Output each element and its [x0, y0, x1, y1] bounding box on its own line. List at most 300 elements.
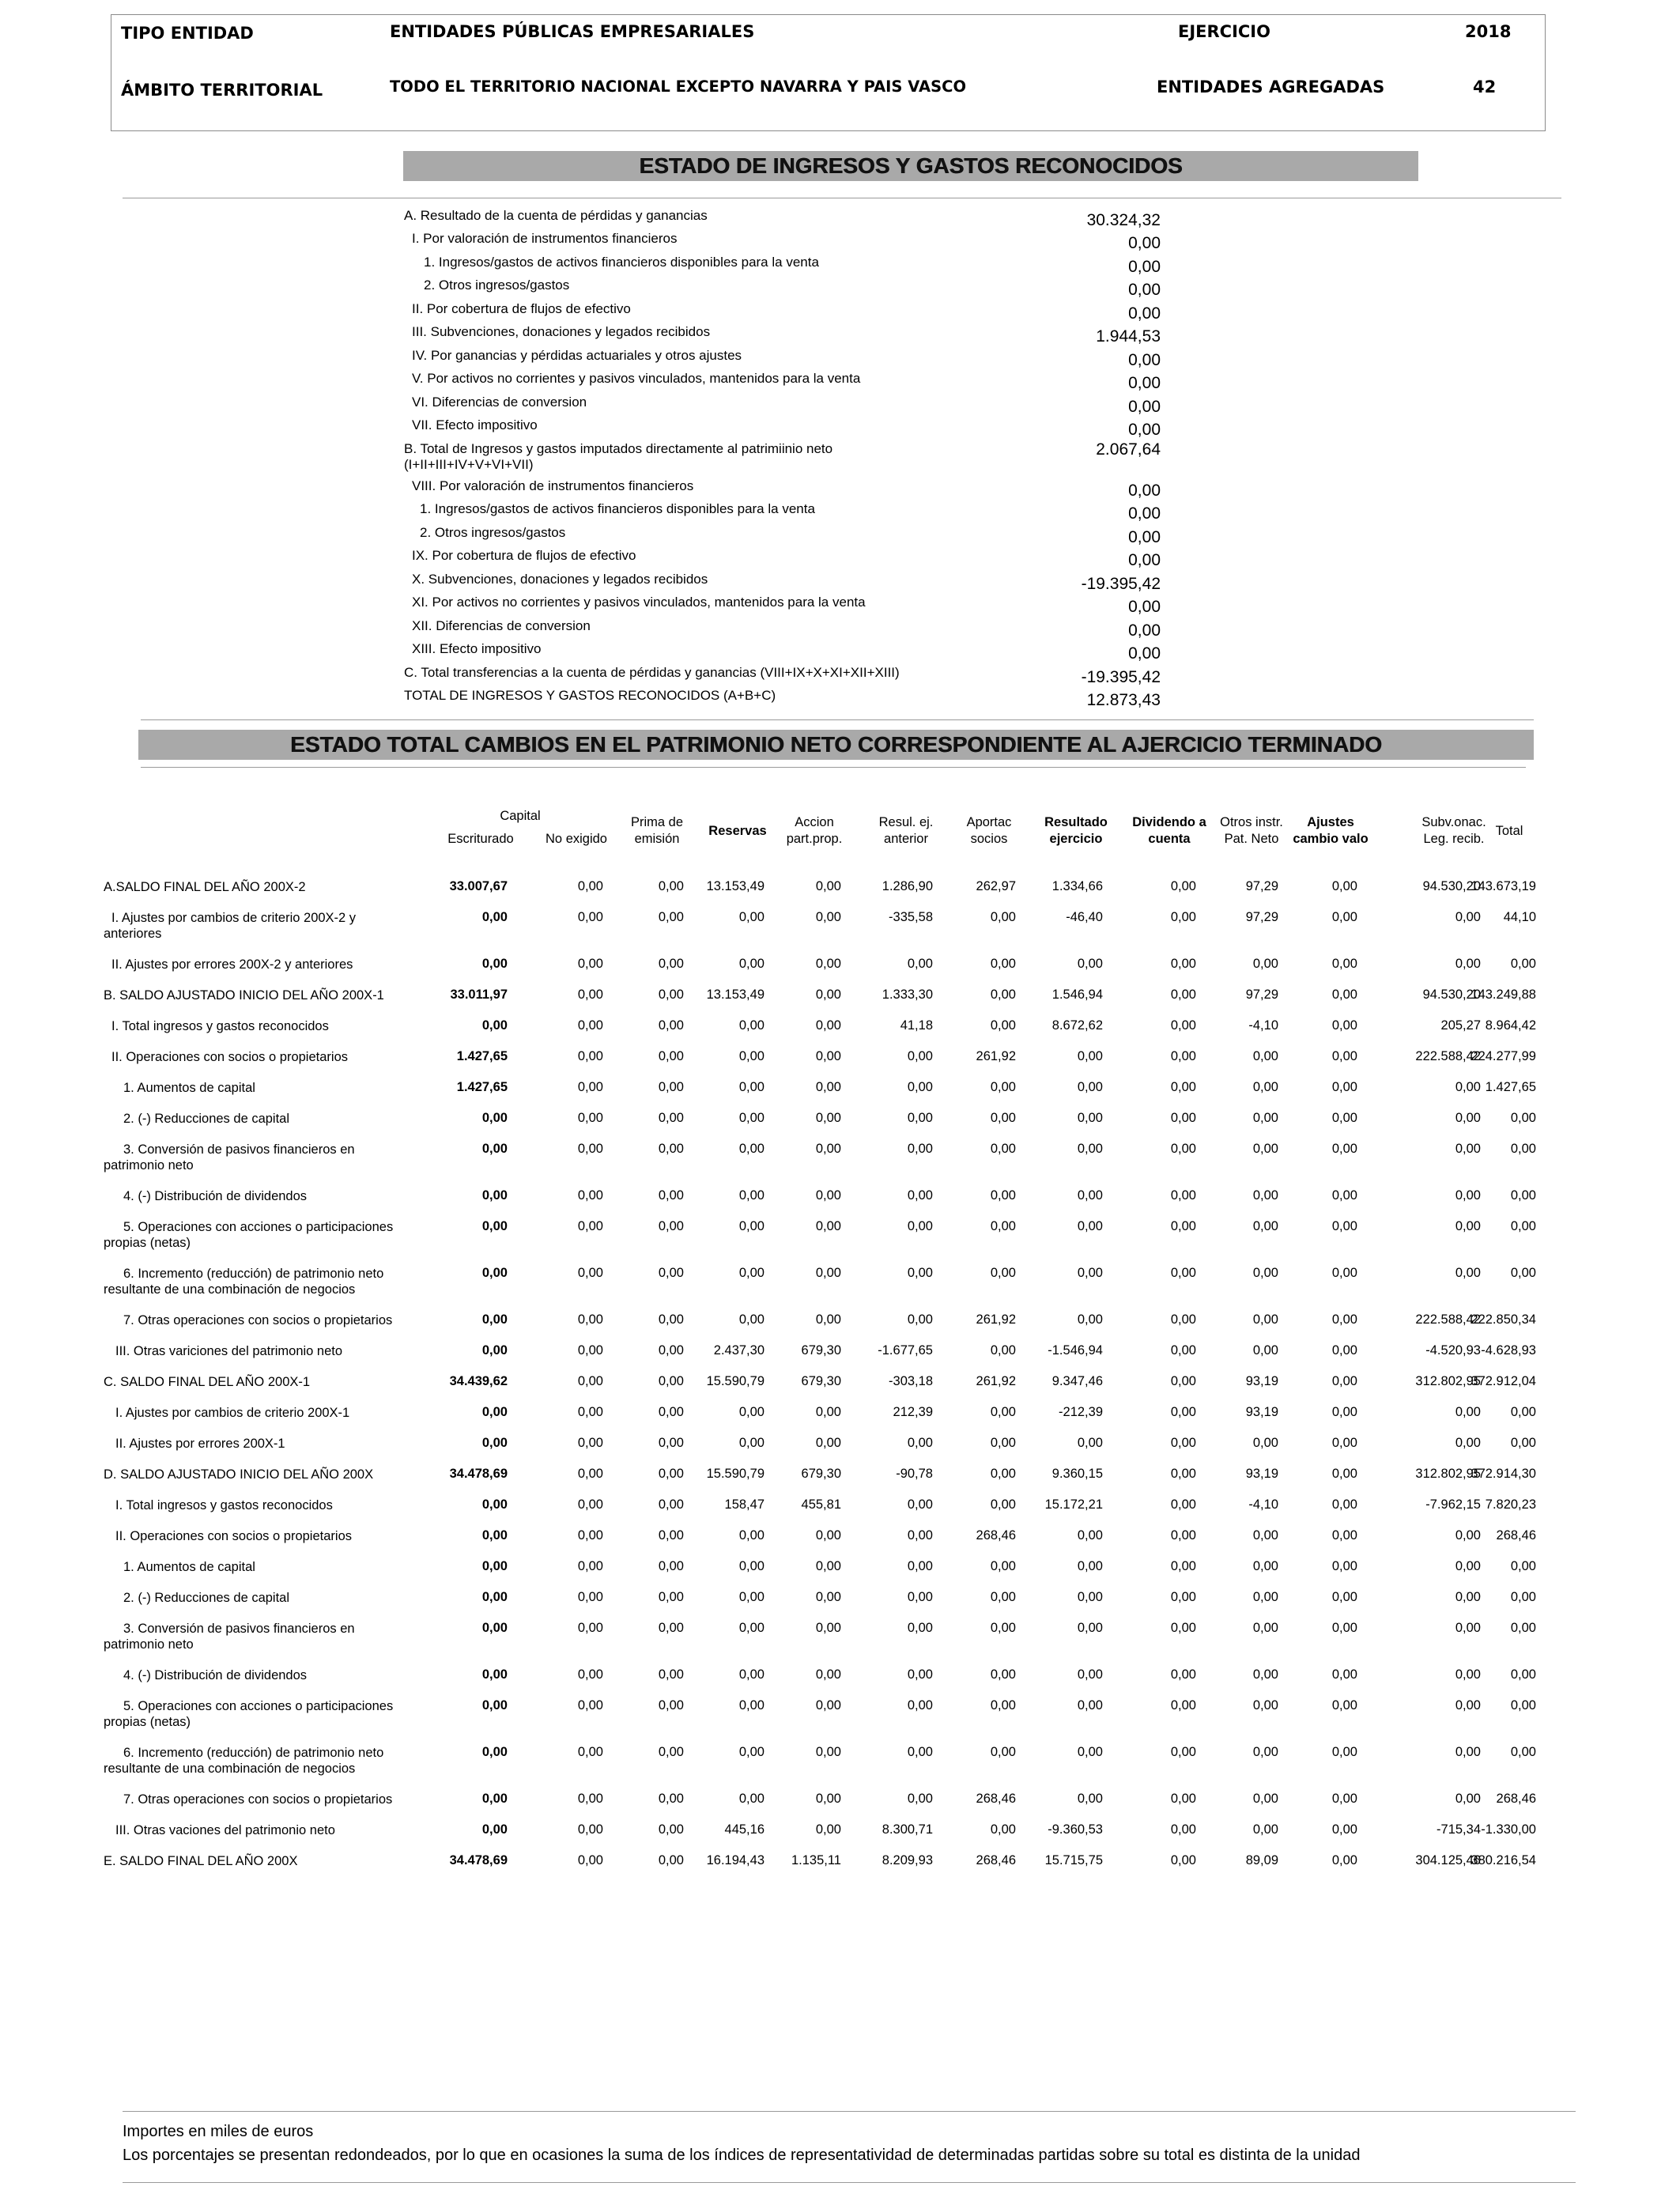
table-cell: 0,00 — [1170, 1188, 1196, 1203]
row-label: III. Otras variciones del patrimonio neto — [115, 1344, 343, 1358]
ambito-label: ÁMBITO TERRITORIAL — [121, 81, 323, 100]
table-cell: 0,00 — [815, 1792, 841, 1806]
table-cell: 0,00 — [1170, 1853, 1196, 1867]
table-cell: 268,46 — [976, 1528, 1016, 1543]
table-cell: 0,00 — [1170, 1374, 1196, 1388]
table-cell: 0,00 — [658, 879, 684, 893]
table-cell: 0,00 — [1170, 910, 1196, 924]
table-cell: 0,00 — [990, 1436, 1016, 1450]
table-cell: 0,00 — [577, 1621, 603, 1635]
row-label: II. Operaciones con socios o propietarios — [115, 1529, 352, 1543]
table-cell: 0,00 — [1455, 1436, 1481, 1450]
column-header: No exigido — [546, 832, 607, 846]
table-cell: 0,00 — [481, 910, 508, 924]
table-cell: 0,00 — [658, 1559, 684, 1573]
column-header: Accion — [795, 815, 834, 829]
table-cell: 0,00 — [990, 1621, 1016, 1635]
table-cell: 0,00 — [1170, 1142, 1196, 1156]
table-cell: 0,00 — [907, 1745, 933, 1759]
row-label: B. SALDO AJUSTADO INICIO DEL AÑO 200X-1 — [104, 988, 384, 1003]
column-header-line2: part.prop. — [786, 832, 843, 846]
footer-bottom-rule — [123, 2182, 1576, 2183]
row-label: 6. Incremento (reducción) de patrimonio neto — [123, 1267, 384, 1281]
table-cell: 0,00 — [1252, 1698, 1278, 1713]
row-label: 5. Operaciones con acciones o participaciones — [123, 1220, 394, 1234]
table-cell: 16.194,43 — [706, 1853, 764, 1867]
ingresos-row-label: XI. Por activos no corrientes y pasivos vinculados, mantenidos para la venta — [412, 595, 866, 610]
table-cell: 0,00 — [577, 1667, 603, 1682]
table-cell: 0,00 — [1252, 1792, 1278, 1806]
table-cell: 7.820,23 — [1485, 1497, 1536, 1512]
ingresos-row-label: X. Subvenciones, donaciones y legados recibidos — [412, 572, 708, 587]
table-cell: 0,00 — [990, 1559, 1016, 1573]
table-cell: 0,00 — [1077, 1667, 1103, 1682]
table-cell: 0,00 — [907, 1142, 933, 1156]
ingresos-row-value: 0,00 — [1128, 374, 1161, 392]
table-cell: 0,00 — [1252, 1142, 1278, 1156]
ejercicio-label: EJERCICIO — [1178, 22, 1270, 41]
row-label: 7. Otras operaciones con socios o propietarios — [123, 1313, 393, 1327]
table-cell: 0,00 — [1510, 1745, 1536, 1759]
table-cell: 0,00 — [577, 1312, 603, 1327]
row-label: 3. Conversión de pasivos financieros en — [123, 1622, 355, 1636]
table-cell: 0,00 — [907, 1559, 933, 1573]
table-cell: 312.802,95 — [1415, 1374, 1481, 1388]
table-cell: 0,00 — [1331, 1374, 1357, 1388]
table-cell: 13.153,49 — [706, 879, 764, 893]
table-cell: 0,00 — [658, 1049, 684, 1063]
table-cell: 0,00 — [815, 1312, 841, 1327]
table-cell: 8.672,62 — [1051, 1018, 1103, 1033]
table-cell: 0,00 — [738, 1111, 764, 1125]
ingresos-row-label: XII. Diferencias de conversion — [412, 618, 591, 633]
table-cell: 89,09 — [1245, 1853, 1278, 1867]
table-cell: 0,00 — [1510, 1111, 1536, 1125]
column-header: Aportac — [966, 815, 1012, 829]
table-cell: 0,00 — [481, 1698, 508, 1713]
table-cell: 8.209,93 — [882, 1853, 933, 1867]
table-cell: 0,00 — [1331, 987, 1357, 1002]
table-cell: 0,00 — [990, 1219, 1016, 1233]
table-cell: 0,00 — [1510, 957, 1536, 971]
table-cell: 0,00 — [907, 957, 933, 971]
table-cell: 0,00 — [1455, 1667, 1481, 1682]
table-cell: 0,00 — [738, 1080, 764, 1094]
table-cell: -4.520,93 — [1425, 1343, 1481, 1358]
table-cell: 0,00 — [1331, 1018, 1357, 1033]
column-header-line2: Leg. recib. — [1423, 832, 1485, 846]
table-cell: 0,00 — [658, 1667, 684, 1682]
column-header: Ajustes — [1307, 815, 1354, 829]
table-cell: 0,00 — [577, 1745, 603, 1759]
row-label: 6. Incremento (reducción) de patrimonio neto — [123, 1746, 384, 1760]
table-cell: 0,00 — [481, 1018, 508, 1033]
table-cell: 0,00 — [1077, 1745, 1103, 1759]
table-cell: 0,00 — [815, 879, 841, 893]
table-cell: 679,30 — [801, 1467, 841, 1481]
table-cell: 0,00 — [1455, 910, 1481, 924]
table-cell: 0,00 — [738, 1698, 764, 1713]
table-cell: 9.347,46 — [1051, 1374, 1103, 1388]
table-cell: 0,00 — [577, 1049, 603, 1063]
table-cell: 0,00 — [1510, 1667, 1536, 1682]
table-cell: -4,10 — [1248, 1497, 1278, 1512]
table-cell: 0,00 — [577, 879, 603, 893]
table-cell: 0,00 — [1077, 1111, 1103, 1125]
table-cell: 0,00 — [658, 1374, 684, 1388]
table-cell: 679,30 — [801, 1374, 841, 1388]
table-cell: 15.715,75 — [1044, 1853, 1103, 1867]
table-cell: 0,00 — [1252, 1528, 1278, 1543]
table-cell: 0,00 — [1455, 1792, 1481, 1806]
row-label-cont: resultante de una combinación de negocios — [104, 1762, 356, 1776]
table-cell: 0,00 — [738, 1312, 764, 1327]
table-cell: 268,46 — [1496, 1792, 1536, 1806]
table-cell: 0,00 — [815, 1436, 841, 1450]
table-cell: 0,00 — [1331, 1436, 1357, 1450]
agregadas-label: ENTIDADES AGREGADAS — [1157, 77, 1385, 96]
table-cell: 0,00 — [738, 1219, 764, 1233]
table-cell: 0,00 — [738, 1528, 764, 1543]
table-cell: 9.360,15 — [1051, 1467, 1103, 1481]
table-cell: 93,19 — [1245, 1374, 1278, 1388]
table-cell: 1.427,65 — [456, 1049, 508, 1063]
table-cell: 0,00 — [1331, 1497, 1357, 1512]
table-cell: 0,00 — [1077, 1528, 1103, 1543]
table-cell: 0,00 — [1510, 1590, 1536, 1604]
table-cell: 0,00 — [577, 910, 603, 924]
column-header-line2: cuenta — [1148, 832, 1191, 846]
column-header: Reservas — [708, 824, 767, 838]
table-cell: 0,00 — [1510, 1621, 1536, 1635]
table-cell: 0,00 — [738, 1559, 764, 1573]
table-cell: 0,00 — [577, 1142, 603, 1156]
table-cell: 0,00 — [577, 1436, 603, 1450]
table-cell: 15.590,79 — [706, 1374, 764, 1388]
table-cell: 0,00 — [1331, 1312, 1357, 1327]
table-cell: 0,00 — [990, 1667, 1016, 1682]
table-cell: 0,00 — [658, 1436, 684, 1450]
table-cell: 0,00 — [577, 1018, 603, 1033]
table-cell: 1.286,90 — [882, 879, 933, 893]
table-cell: 0,00 — [1510, 1266, 1536, 1280]
table-cell: 0,00 — [658, 1188, 684, 1203]
table-cell: 0,00 — [907, 1621, 933, 1635]
table-cell: 0,00 — [1170, 1436, 1196, 1450]
table-cell: 0,00 — [738, 1621, 764, 1635]
table-cell: 0,00 — [481, 1497, 508, 1512]
table-cell: 0,00 — [658, 1590, 684, 1604]
table-cell: 0,00 — [1170, 1528, 1196, 1543]
table-cell: 0,00 — [658, 1853, 684, 1867]
table-cell: 0,00 — [1077, 1219, 1103, 1233]
row-label: II. Operaciones con socios o propietarios — [111, 1050, 348, 1064]
ingresos-row-label: IX. Por cobertura de flujos de efectivo — [412, 548, 636, 563]
table-cell: 0,00 — [738, 1792, 764, 1806]
ingresos-row-value: 0,00 — [1128, 351, 1161, 369]
table-cell: 0,00 — [481, 1111, 508, 1125]
table-cell: 0,00 — [1331, 1590, 1357, 1604]
table-cell: 0,00 — [990, 1343, 1016, 1358]
table-cell: 0,00 — [815, 1559, 841, 1573]
column-header: Total — [1495, 824, 1523, 838]
table-cell: 0,00 — [1455, 1405, 1481, 1419]
table-cell: 0,00 — [1455, 1080, 1481, 1094]
table-cell: 0,00 — [658, 957, 684, 971]
table-cell: 0,00 — [481, 1343, 508, 1358]
table-cell: 0,00 — [1252, 1312, 1278, 1327]
ingresos-row-value: 0,00 — [1128, 304, 1161, 323]
table-cell: 0,00 — [658, 1142, 684, 1156]
table-cell: 0,00 — [1252, 1667, 1278, 1682]
table-cell: 0,00 — [481, 1312, 508, 1327]
table-cell: 0,00 — [990, 1497, 1016, 1512]
row-label: I. Total ingresos y gastos reconocidos — [111, 1019, 329, 1033]
table-cell: 0,00 — [658, 1745, 684, 1759]
table-cell: 0,00 — [815, 1188, 841, 1203]
table-cell: 0,00 — [1077, 1590, 1103, 1604]
table-cell: 1.546,94 — [1051, 987, 1103, 1002]
table-cell: -46,40 — [1066, 910, 1103, 924]
table-cell: 15.590,79 — [706, 1467, 764, 1481]
table-cell: 0,00 — [577, 1080, 603, 1094]
agregadas-value: 42 — [1473, 77, 1497, 96]
row-label: 2. (-) Reducciones de capital — [123, 1591, 290, 1605]
table-cell: 0,00 — [1170, 1698, 1196, 1713]
table-cell: 0,00 — [815, 1111, 841, 1125]
footer-top-rule — [123, 2111, 1576, 2112]
table-cell: 0,00 — [1170, 1405, 1196, 1419]
table-cell: 0,00 — [1170, 1590, 1196, 1604]
table-cell: 0,00 — [1252, 1111, 1278, 1125]
table-cell: 0,00 — [738, 1667, 764, 1682]
table-cell: 0,00 — [815, 910, 841, 924]
ingresos-row-value: 0,00 — [1128, 421, 1161, 439]
table-cell: 0,00 — [1331, 1219, 1357, 1233]
table-cell: 0,00 — [1510, 1142, 1536, 1156]
table-cell: 0,00 — [1077, 1142, 1103, 1156]
table-cell: 0,00 — [481, 1266, 508, 1280]
table-cell: 0,00 — [577, 1467, 603, 1481]
ingresos-row-label: XIII. Efecto impositivo — [412, 641, 542, 656]
table-cell: 0,00 — [658, 1266, 684, 1280]
table-cell: 0,00 — [1510, 1219, 1536, 1233]
ingresos-row-value: 2.067,64 — [1096, 440, 1161, 459]
table-cell: 1.334,66 — [1051, 879, 1103, 893]
table-cell: 0,00 — [815, 1080, 841, 1094]
table-cell: 0,00 — [481, 1142, 508, 1156]
table-cell: 34.478,69 — [449, 1467, 508, 1481]
table-cell: -1.330,00 — [1481, 1822, 1536, 1837]
table-cell: 0,00 — [1455, 1745, 1481, 1759]
table-cell: 0,00 — [1170, 1018, 1196, 1033]
table-cell: 0,00 — [990, 1698, 1016, 1713]
ingresos-row-label: 1. Ingresos/gastos de activos financieros disponibles para la venta — [420, 501, 815, 516]
table-cell: 1.427,65 — [456, 1080, 508, 1094]
table-cell: 222.588,42 — [1415, 1312, 1481, 1327]
table-cell: 0,00 — [1170, 1266, 1196, 1280]
row-label-cont: propias (netas) — [104, 1715, 191, 1729]
ingresos-row-label: III. Subvenciones, donaciones y legados recibidos — [412, 324, 711, 339]
table-cell: 0,00 — [1455, 1590, 1481, 1604]
ingresos-row-label: VIII. Por valoración de instrumentos financieros — [412, 478, 694, 493]
table-cell: 0,00 — [1252, 1745, 1278, 1759]
table-cell: 0,00 — [907, 1667, 933, 1682]
table-cell: 0,00 — [738, 957, 764, 971]
table-cell: 0,00 — [577, 1374, 603, 1388]
row-label: C. SALDO FINAL DEL AÑO 200X-1 — [104, 1375, 311, 1389]
table-cell: 222.588,42 — [1415, 1049, 1481, 1063]
table-cell: 0,00 — [990, 1142, 1016, 1156]
table-cell: 0,00 — [577, 1822, 603, 1837]
row-label-cont: patrimonio neto — [104, 1158, 194, 1173]
table-cell: 0,00 — [1077, 1312, 1103, 1327]
table-cell: 0,00 — [658, 1312, 684, 1327]
table-cell: 0,00 — [1252, 957, 1278, 971]
table-cell: 0,00 — [815, 1049, 841, 1063]
table-cell: 0,00 — [1170, 957, 1196, 971]
table-cell: 0,00 — [1252, 1049, 1278, 1063]
table-cell: 205,27 — [1440, 1018, 1481, 1033]
row-label: II. Ajustes por errores 200X-1 — [115, 1437, 285, 1451]
table-cell: 0,00 — [1252, 1436, 1278, 1450]
table-cell: 0,00 — [1252, 1559, 1278, 1573]
table-cell: 268,46 — [976, 1792, 1016, 1806]
table-cell: 0,00 — [1077, 1792, 1103, 1806]
table-cell: 0,00 — [577, 1853, 603, 1867]
table-cell: 0,00 — [990, 910, 1016, 924]
row-label-cont: anteriores — [104, 927, 162, 941]
column-header: Otros instr. — [1220, 815, 1283, 829]
table-cell: 0,00 — [1331, 1822, 1357, 1837]
table-cell: -90,78 — [896, 1467, 933, 1481]
table-cell: 33.011,97 — [450, 987, 508, 1002]
table-cell: 0,00 — [658, 987, 684, 1002]
table-cell: 0,00 — [738, 1142, 764, 1156]
table-cell: 0,00 — [1331, 1405, 1357, 1419]
table-cell: 0,00 — [815, 1219, 841, 1233]
column-header: Resultado — [1044, 815, 1108, 829]
table-cell: 0,00 — [658, 1111, 684, 1125]
row-label: 4. (-) Distribución de dividendos — [123, 1668, 308, 1682]
table-cell: 8.964,42 — [1485, 1018, 1536, 1033]
row-label: E. SALDO FINAL DEL AÑO 200X — [104, 1854, 298, 1868]
footer-units-note: Importes en miles de euros — [123, 2123, 314, 2140]
table-cell: 372.912,04 — [1470, 1374, 1536, 1388]
table-cell: 0,00 — [738, 1745, 764, 1759]
table-cell: 0,00 — [1331, 1467, 1357, 1481]
table-cell: 0,00 — [1077, 1080, 1103, 1094]
footer-rounding-note: Los porcentajes se presentan redondeados, por lo que en ocasiones la suma de los índices de representatividad de determinadas partidas sobre su total es distinta de la unidad — [123, 2147, 1361, 2164]
table-cell: 0,00 — [481, 1745, 508, 1759]
table-cell: 0,00 — [1170, 1792, 1196, 1806]
table-cell: 0,00 — [577, 957, 603, 971]
table-cell: 312.802,95 — [1415, 1467, 1481, 1481]
table-cell: 0,00 — [577, 1343, 603, 1358]
table-cell: -335,58 — [889, 910, 933, 924]
table-cell: 0,00 — [738, 1436, 764, 1450]
row-label: 7. Otras operaciones con socios o propietarios — [123, 1792, 393, 1807]
table-cell: 0,00 — [1331, 1142, 1357, 1156]
ingresos-row-label: 2. Otros ingresos/gastos — [424, 278, 570, 293]
table-cell: 0,00 — [1170, 1219, 1196, 1233]
table-cell: 0,00 — [1252, 1621, 1278, 1635]
table-cell: 268,46 — [1496, 1528, 1536, 1543]
table-cell: 0,00 — [815, 1621, 841, 1635]
table-cell: 0,00 — [1455, 1528, 1481, 1543]
table-cell: 0,00 — [1077, 1698, 1103, 1713]
table-cell: 0,00 — [1170, 879, 1196, 893]
table-cell: 0,00 — [1331, 1667, 1357, 1682]
ingresos-row-value: 0,00 — [1128, 398, 1161, 416]
table-cell: 1.333,30 — [882, 987, 933, 1002]
row-label: 1. Aumentos de capital — [123, 1560, 255, 1574]
row-label: A.SALDO FINAL DEL AÑO 200X-2 — [104, 880, 306, 894]
ingresos-row-label: II. Por cobertura de flujos de efectivo — [412, 301, 631, 316]
table-cell: 0,00 — [1170, 1080, 1196, 1094]
table-cell: 0,00 — [1331, 1621, 1357, 1635]
table-cell: 0,00 — [1252, 1590, 1278, 1604]
table-cell: 0,00 — [481, 1436, 508, 1450]
table-cell: 0,00 — [1170, 1467, 1196, 1481]
patrimonio-title: ESTADO TOTAL CAMBIOS EN EL PATRIMONIO NETO CORRESPONDIENTE AL AJERCICIO TERMINADO — [138, 730, 1534, 760]
table-cell: -4.628,93 — [1481, 1343, 1536, 1358]
table-cell: -715,34 — [1436, 1822, 1481, 1837]
table-cell: 0,00 — [1455, 1188, 1481, 1203]
table-cell: 41,18 — [900, 1018, 933, 1033]
row-label: 3. Conversión de pasivos financieros en — [123, 1142, 355, 1157]
table-cell: 0,00 — [658, 1822, 684, 1837]
table-cell: 0,00 — [1170, 987, 1196, 1002]
ingresos-row-label: A. Resultado de la cuenta de pérdidas y ganancias — [404, 208, 708, 223]
table-cell: 0,00 — [738, 1188, 764, 1203]
table-cell: 0,00 — [990, 1745, 1016, 1759]
table-cell: 0,00 — [1077, 957, 1103, 971]
table-cell: 0,00 — [1331, 1266, 1357, 1280]
table-cell: 0,00 — [990, 957, 1016, 971]
table-cell: 0,00 — [658, 910, 684, 924]
ingresos-row-value: 0,00 — [1128, 504, 1161, 523]
table-cell: 0,00 — [907, 1698, 933, 1713]
column-header: Escriturado — [447, 832, 514, 846]
table-cell: 0,00 — [658, 1528, 684, 1543]
table-cell: 0,00 — [1170, 1745, 1196, 1759]
table-cell: 97,29 — [1245, 879, 1278, 893]
table-cell: 0,00 — [1455, 1219, 1481, 1233]
row-label: 2. (-) Reducciones de capital — [123, 1112, 290, 1126]
table-cell: 0,00 — [1331, 1111, 1357, 1125]
table-cell: 212,39 — [893, 1405, 933, 1419]
table-cell: -303,18 — [889, 1374, 933, 1388]
table-cell: 0,00 — [907, 1219, 933, 1233]
table-cell: 0,00 — [990, 987, 1016, 1002]
ingresos-row-value: 0,00 — [1128, 598, 1161, 616]
row-label-cont: resultante de una combinación de negocios — [104, 1282, 356, 1297]
table-cell: 0,00 — [907, 1312, 933, 1327]
table-cell: 8.300,71 — [882, 1822, 933, 1837]
table-cell: 0,00 — [1510, 1188, 1536, 1203]
ingresos-row-label: V. Por activos no corrientes y pasivos vinculados, mantenidos para la venta — [412, 371, 861, 386]
ingresos-row-label: VII. Efecto impositivo — [412, 417, 538, 432]
table-cell: 0,00 — [1252, 1080, 1278, 1094]
capital-group-header: Capital — [500, 809, 541, 823]
table-cell: 0,00 — [577, 1590, 603, 1604]
table-cell: 0,00 — [658, 1080, 684, 1094]
table-cell: 0,00 — [481, 1219, 508, 1233]
table-cell: 0,00 — [815, 1698, 841, 1713]
table-cell: -7.962,15 — [1425, 1497, 1481, 1512]
ingresos-row-label: 1. Ingresos/gastos de activos financieros disponibles para la venta — [424, 255, 819, 270]
